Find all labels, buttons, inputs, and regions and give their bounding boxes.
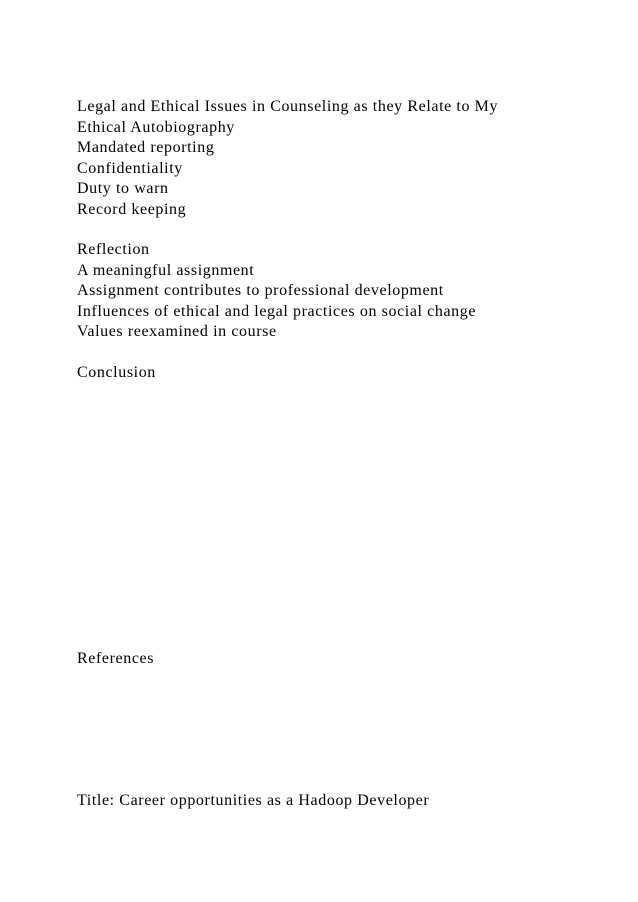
reflection-heading: Reflection xyxy=(77,241,150,258)
legal-item-duty-to-warn: Duty to warn xyxy=(77,180,169,197)
legal-item-record-keeping: Record keeping xyxy=(77,201,187,218)
references-heading: References xyxy=(77,650,155,667)
reflection-item-social-change: Influences of ethical and legal practices on social change xyxy=(77,303,477,320)
reflection-item-meaningful-assignment: A meaningful assignment xyxy=(77,262,255,279)
legal-item-mandated-reporting: Mandated reporting xyxy=(77,139,215,156)
reflection-item-values-reexamined: Values reexamined in course xyxy=(77,323,277,340)
next-document-title: Title: Career opportunities as a Hadoop Developer xyxy=(77,792,430,809)
legal-ethical-heading-line-1: Legal and Ethical Issues in Counseling as they Relate to My xyxy=(77,98,499,115)
legal-ethical-heading-line-2: Ethical Autobiography xyxy=(77,119,235,136)
conclusion-heading: Conclusion xyxy=(77,364,156,381)
legal-item-confidentiality: Confidentiality xyxy=(77,160,183,177)
reflection-item-professional-development: Assignment contributes to professional development xyxy=(77,282,444,299)
